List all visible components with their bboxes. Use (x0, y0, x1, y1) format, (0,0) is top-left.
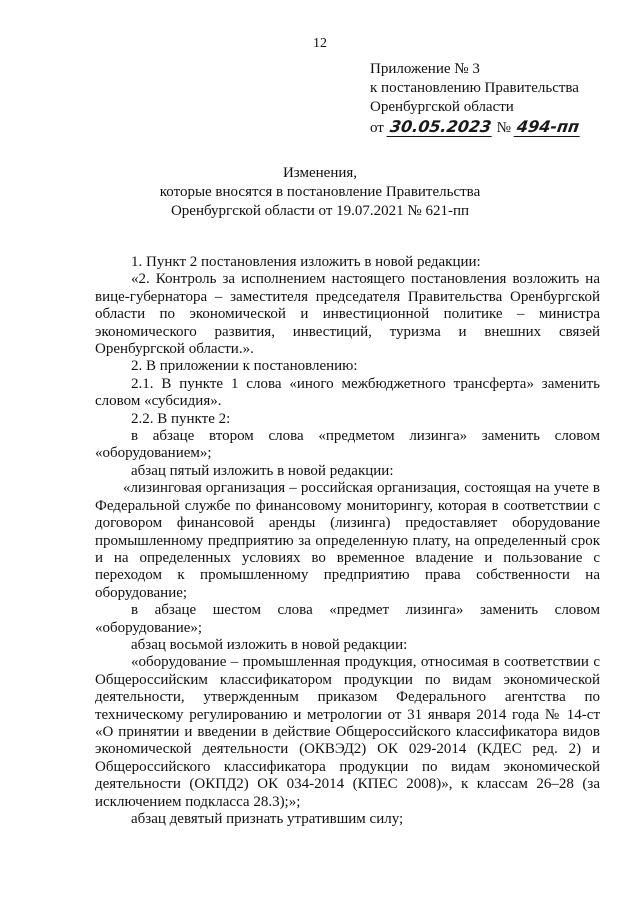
document-title (0, 164, 640, 221)
paragraph: «оборудование – промышленная продукция, относимая в соответствии с Общероссийским классификатором продукции по видам экономической деятельности, утвержденным приказом Федерального агентства по техническому регулированию и метрологии от 31 января 2014 года № 14-ст «О принятии и введении в действие Общероссийского классификатора видов экономической деятельности (ОКВЭД2) ОК 029-2014 (КДЕС ред. 2) и Общероссийского классификатора продукции по видам экономической деятельности (ОКПД2) ОК 034-2014 (КПЕС 2008)», к классам 26–28 (за исключением подкласса 28.3);»; (95, 654, 600, 810)
paragraph: 1. Пункт 2 постановления изложить в новой редакции: (131, 254, 481, 270)
number-label: № (496, 120, 511, 136)
paragraph: «лизинговая организация – российская организация, состоящая на учете в Федеральной службе по финансовому мониторингу, которая в соответствии с договором финансовой аренды (лизинга) предоставляет оборудование промышленному предприятию за определенную плату, на определенный срок и на определенных условиях во временное владение и пользование с переходом к промышленному предприятию права собственности на оборудование; (95, 480, 600, 601)
page-number: 12 (313, 36, 327, 51)
appendix-line: к постановлению Правительства (370, 80, 579, 96)
document-body (95, 254, 600, 828)
from-label: от (370, 120, 384, 136)
title-line: Оренбургской области от 19.07.2021 № 621-пп (170, 203, 470, 219)
paragraph: абзац восьмой изложить в новой редакции: (131, 636, 408, 653)
handwritten-number: 494-пп (513, 117, 582, 137)
paragraph: в абзаце втором слова «предметом лизинга» заменить словом «оборудованием»; (95, 428, 600, 462)
handwritten-date: 30.05.2023 (386, 117, 494, 137)
paragraph: 2. В приложении к постановлению: (131, 358, 358, 375)
paragraph: в абзаце шестом слова «предмет лизинга» заменить словом «оборудование»; (95, 602, 600, 636)
paragraph: абзац пятый изложить в новой редакции: (131, 462, 394, 479)
title-line: Изменения, (282, 165, 358, 181)
paragraph: «2. Контроль за исполнением настоящего постановления возложить на вице-губернатора – заместителя председателя Правительства Оренбургской области по экономической и инвестиционной политике – министра экономического развития, инвестиций, туризма и внешних связей Оренбургской области.». (95, 271, 600, 358)
appendix-line: Оренбургской области (370, 99, 514, 115)
paragraph: 2.2. В пункте 2: (131, 410, 231, 427)
paragraph: 2.1. В пункте 1 слова «иного межбюджетного трансферта» заменить словом «субсидия». (95, 375, 600, 410)
paragraph: абзац девятый признать утратившим силу; (131, 811, 404, 827)
appendix-line: Приложение № 3 (370, 61, 480, 77)
appendix-header (370, 60, 581, 138)
title-line: которые вносятся в постановление Правительства (159, 184, 481, 200)
appendix-date-line (370, 117, 581, 138)
